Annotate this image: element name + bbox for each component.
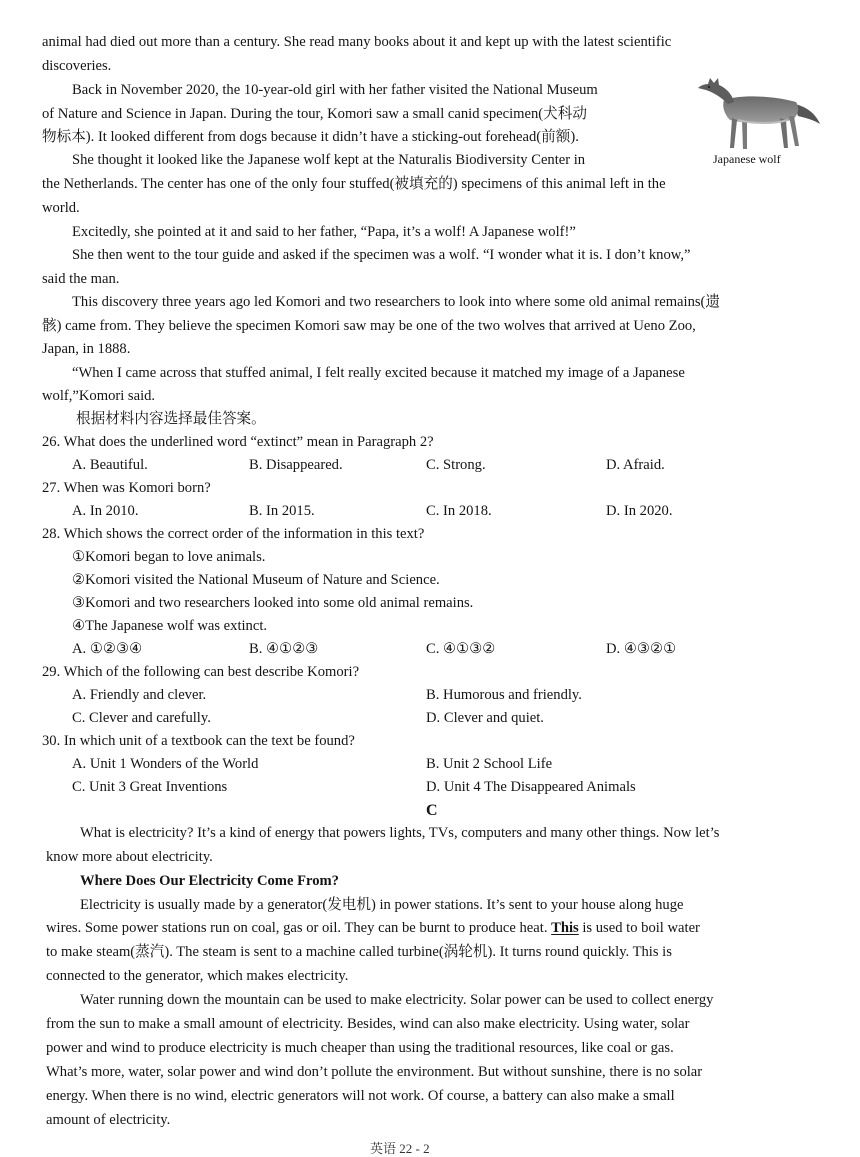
passage-line: Back in November 2020, the 10-year-old girl with her father visited the National Museum <box>72 82 598 98</box>
question-stem: 27. When was Komori born? <box>42 480 211 496</box>
option-d[interactable]: D. Unit 4 The Disappeared Animals <box>426 779 636 795</box>
order-item: ③Komori and two researchers looked into some old animal remains. <box>72 595 474 611</box>
passage-line: power and wind to produce electricity is much cheaper than using the traditional resources, like coal or gas. <box>46 1040 674 1056</box>
option-a[interactable]: A. Friendly and clever. <box>72 687 207 703</box>
passage-line: animal had died out more than a century. She read many books about it and kept up with the latest scientific <box>42 34 672 50</box>
passage-line: amount of electricity. <box>46 1112 171 1128</box>
passage-line: the Netherlands. The center has one of the only four stuffed(被填充的) specimens of this animal left in the <box>42 176 666 192</box>
passage-text: wires. Some power stations run on coal, gas or oil. They can be burnt to produce heat. <box>46 920 548 936</box>
passage-line: of Nature and Science in Japan. During the tour, Komori saw a small canid specimen(犬科动 <box>42 106 587 122</box>
option-a[interactable]: A. In 2010. <box>72 503 139 519</box>
passage-line: discoveries. <box>42 58 112 74</box>
passage-line: Japan, in 1888. <box>42 341 131 357</box>
passage-line: from the sun to make a small amount of electricity. Besides, wind can also make electricity. Using water, solar <box>46 1016 690 1032</box>
figure-caption: Japanese wolf <box>713 152 781 166</box>
passage-line: 骸) came from. They believe the specimen Komori saw may be one of the two wolves that arrived at Ueno Zoo, <box>42 318 696 334</box>
option-b[interactable]: B. ④①②③ <box>249 641 319 657</box>
question-stem: 29. Which of the following can best describe Komori? <box>42 664 360 680</box>
option-d[interactable]: D. ④③②① <box>606 641 677 657</box>
question-stem: 26. What does the underlined word “extinct” mean in Paragraph 2? <box>42 434 434 450</box>
passage-text: is used to boil water <box>582 920 700 936</box>
passage-line: Excitedly, she pointed at it and said to her father, “Papa, it’s a wolf! A Japanese wolf!” <box>72 224 576 240</box>
order-item: ④The Japanese wolf was extinct. <box>72 618 268 634</box>
japanese-wolf-image <box>694 74 824 152</box>
option-d[interactable]: D. In 2020. <box>606 503 673 519</box>
passage-line <box>46 920 700 937</box>
passage-line: She thought it looked like the Japanese wolf kept at the Naturalis Biodiversity Center in <box>72 152 586 168</box>
passage-line: What is electricity? It’s a kind of energy that powers lights, TVs, computers and many other things. Now let’s <box>80 825 720 841</box>
passage-line: know more about electricity. <box>46 849 213 865</box>
option-c[interactable]: C. Clever and carefully. <box>72 710 211 726</box>
passage-line: world. <box>42 200 80 216</box>
option-c[interactable]: C. Unit 3 Great Inventions <box>72 779 228 795</box>
passage-line: 物标本). It looked different from dogs because it didn’t have a sticking-out forehead(前额). <box>42 129 579 145</box>
option-b[interactable]: B. Unit 2 School Life <box>426 756 553 772</box>
passage-line: wolf,”Komori said. <box>42 388 156 404</box>
order-item: ①Komori began to love animals. <box>72 549 266 565</box>
passage-line: Electricity is usually made by a generator(发电机) in power stations. It’s sent to your house along huge <box>80 897 684 913</box>
page-footer: 英语 22 - 2 <box>370 1141 430 1156</box>
option-a[interactable]: A. Unit 1 Wonders of the World <box>72 756 259 772</box>
underlined-word: This <box>551 920 579 936</box>
option-c[interactable]: C. ④①③② <box>426 641 496 657</box>
passage-line: Water running down the mountain can be used to make electricity. Solar power can be used to collect energy <box>80 992 714 1008</box>
passage-line: She then went to the tour guide and asked if the specimen was a wolf. “I wonder what it is. I don’t know,” <box>72 247 691 263</box>
option-c[interactable]: C. In 2018. <box>426 503 492 519</box>
option-b[interactable]: B. In 2015. <box>249 503 315 519</box>
passage-line: What’s more, water, solar power and wind don’t pollute the environment. But without sunshine, there is no solar <box>46 1064 703 1080</box>
option-d[interactable]: D. Clever and quiet. <box>426 710 544 726</box>
passage-line: This discovery three years ago led Komori and two researchers to look into where some old animal remains(遗 <box>72 294 721 310</box>
passage-line: said the man. <box>42 271 120 287</box>
passage-line: connected to the generator, which makes electricity. <box>46 968 349 984</box>
question-stem: 28. Which shows the correct order of the information in this text? <box>42 526 425 542</box>
passage-line: energy. When there is no wind, electric generators will not work. Of course, a battery can also make a small <box>46 1088 675 1104</box>
option-c[interactable]: C. Strong. <box>426 457 486 473</box>
option-b[interactable]: B. Humorous and friendly. <box>426 687 582 703</box>
question-stem: 30. In which unit of a textbook can the text be found? <box>42 733 355 749</box>
section-letter: C <box>426 802 438 819</box>
instruction-text: 根据材料内容选择最佳答案。 <box>76 411 266 427</box>
passage-line: to make steam(蒸汽). The steam is sent to a machine called turbine(涡轮机). It turns round quickly. This is <box>46 944 672 960</box>
option-a[interactable]: A. Beautiful. <box>72 457 148 473</box>
passage-line: “When I came across that stuffed animal, I felt really excited because it matched my image of a Japanese <box>72 365 685 381</box>
order-item: ②Komori visited the National Museum of Nature and Science. <box>72 572 440 588</box>
option-d[interactable]: D. Afraid. <box>606 457 665 473</box>
option-a[interactable]: A. ①②③④ <box>72 641 143 657</box>
section-heading: Where Does Our Electricity Come From? <box>80 873 339 889</box>
option-b[interactable]: B. Disappeared. <box>249 457 343 473</box>
